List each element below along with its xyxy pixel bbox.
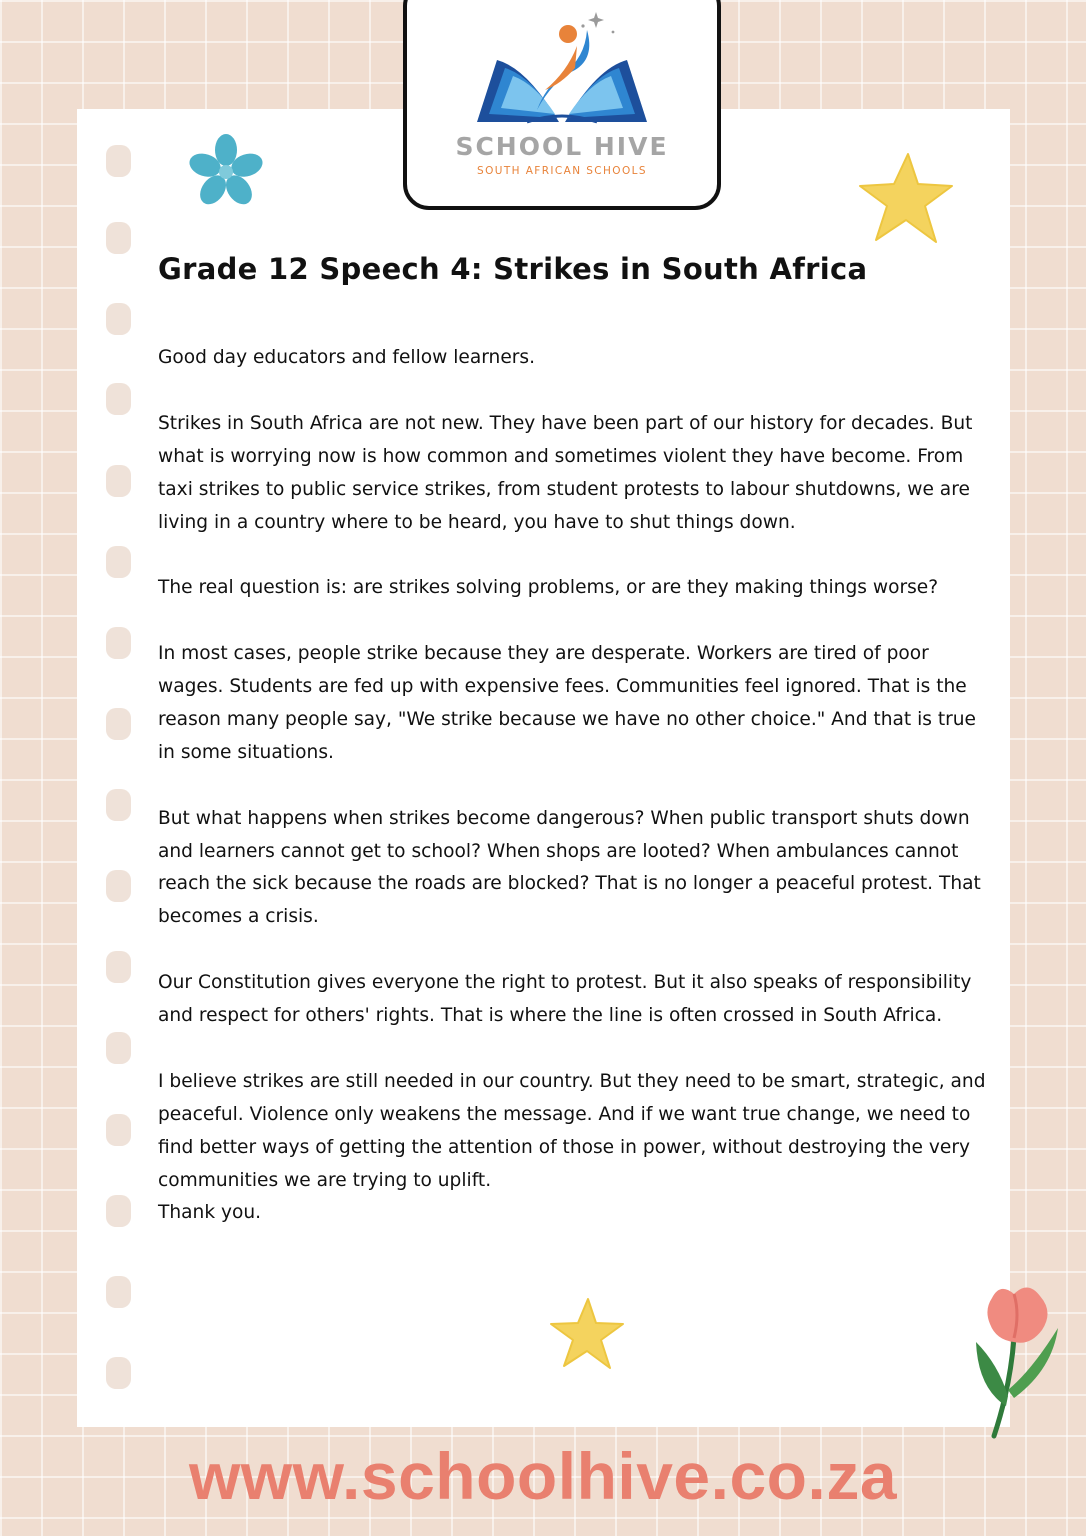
notebook-hole (106, 145, 131, 177)
speech-paragraph: Our Constitution gives everyone the right to protest. But it also speaks of responsibility and respect for others' rights. That is where the line is often crossed in South Africa. (158, 972, 972, 1027)
notebook-hole (106, 222, 131, 254)
notebook-hole (106, 546, 131, 578)
speech-paragraph: But what happens when strikes become dangerous? When public transport shuts down and learners cannot get to school? When shops are looted? When ambulances cannot reach the sick because the roads are blocked? That is no longer a peaceful protest. That becomes a crisis. (158, 807, 981, 928)
speech-paragraph: In most cases, people strike because they are desperate. Workers are tired of poor wages. Students are fed up with expensive fees. Communities feel ignored. That is the reason many people say, "We strike because we have no other choice." And that is true in some situations. (158, 643, 976, 763)
notebook-hole (106, 303, 131, 335)
notebook-hole (106, 870, 131, 902)
notebook-hole (106, 1276, 131, 1308)
logo-name: SCHOOL HIVE (455, 132, 669, 161)
yellow-star-icon (548, 1296, 626, 1372)
tulip-icon (970, 1278, 1066, 1440)
closing-line: Thank you. (158, 1202, 262, 1224)
book-logo-icon (467, 10, 657, 130)
notebook-hole (106, 1032, 131, 1064)
yellow-star-icon (856, 150, 956, 246)
page-title: Grade 12 Speech 4: Strikes in South Africa (158, 252, 868, 286)
speech-paragraph: I believe strikes are still needed in our country. But they need to be smart, strategic, and peaceful. Violence only weakens the message. And if we want true change, we need to find better ways of getting the attention of those in power, without destroying the very communities we are trying to uplift. (158, 1070, 986, 1191)
speech-paragraph: The real question is: are strikes solving problems, or are they making things worse? (158, 577, 939, 599)
notebook-hole (106, 789, 131, 821)
school-hive-logo[interactable] (403, 0, 721, 210)
website-url[interactable]: www.schoolhive.co.za (188, 1439, 898, 1513)
notebook-hole (106, 1357, 131, 1389)
notebook-hole (106, 383, 131, 415)
speech-body (158, 342, 988, 1230)
notebook-hole (106, 1114, 131, 1146)
notebook-hole (106, 951, 131, 983)
speech-paragraph: Good day educators and fellow learners. (158, 347, 536, 368)
notebook-hole (106, 627, 131, 659)
notebook-hole (106, 1195, 131, 1227)
logo-tagline: SOUTH AFRICAN SCHOOLS (477, 165, 647, 177)
notebook-hole (106, 465, 131, 497)
blue-flower-icon (188, 133, 264, 211)
notebook-hole (106, 708, 131, 740)
speech-paragraph: Strikes in South Africa are not new. They have been part of our history for decades. But what is worrying now is how common and sometimes violent they have become. From taxi strikes to public service strikes, from student protests to labour shutdowns, we are living in a country where to be heard, you have to shut things down. (158, 412, 973, 533)
